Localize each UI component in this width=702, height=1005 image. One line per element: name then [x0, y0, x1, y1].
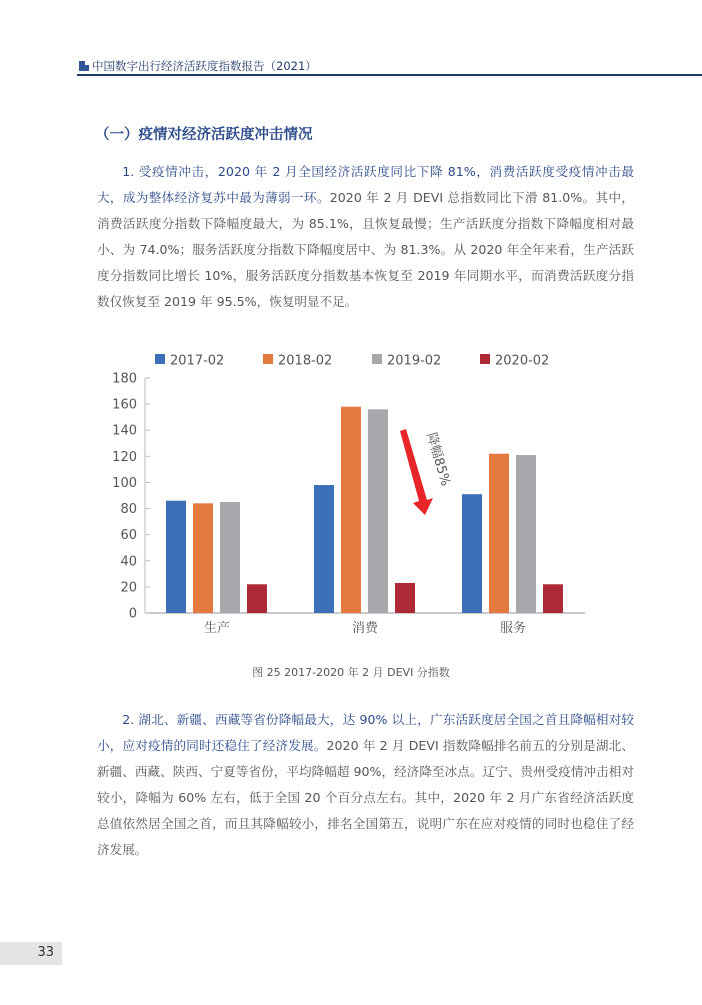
y-tick-label: 40: [120, 554, 137, 570]
legend-swatch: [480, 354, 490, 364]
y-tick-label: 80: [120, 502, 137, 518]
legend-label: 2018-02: [278, 353, 333, 369]
bar-2019-02-生产: [220, 502, 240, 613]
legend-label: 2019-02: [387, 353, 442, 369]
legend-swatch: [263, 354, 273, 364]
paragraph-2: [97, 707, 634, 863]
legend-swatch: [372, 354, 382, 364]
section-heading: （一）疫情对经济活跃度冲击情况: [95, 127, 313, 143]
bar-2017-02-消费: [314, 485, 334, 613]
x-tick-label: 生产: [203, 621, 231, 636]
legend-label: 2020-02: [495, 353, 550, 369]
y-tick-label: 100: [112, 475, 137, 491]
y-tick-label: 60: [120, 528, 137, 544]
annotation-label: 降幅85%: [423, 430, 453, 488]
figure-caption: 图 25 2017-2020 年 2 月 DEVI 分指数: [252, 666, 450, 679]
header-title: 中国数字出行经济活跃度指数报告（2021）: [92, 59, 317, 73]
page-number-box: [0, 942, 62, 965]
paragraph-1-lead: 1. 受疫情冲击，2020 年 2 月全国经济活跃度同比下降 81%，消费活跃度受疫情冲击最大，成为整体经济复苏中最为薄弱一环。: [97, 164, 634, 205]
legend-swatch: [155, 354, 165, 364]
bar-2020-02-服务: [543, 584, 563, 613]
paragraph-2-body: 2020 年 2 月 DEVI 指数降幅排名前五的分别是湖北、新疆、西藏、陕西、宁夏等省份，平均降幅超 90%，经济降至冰点。辽宁、贵州受疫情冲击相对较小，降幅为 60% 左右，低于全国 20 个百分点左右。其中，2020 年 2 月广东省经济活跃度总值依然居全国之首，而且其降幅较小，排名全国第五，说明广东在应对疫情的同时也稳住了经济发展。: [97, 738, 634, 857]
bar-2019-02-服务: [516, 455, 536, 613]
x-tick-label: 服务: [499, 621, 527, 636]
x-tick-label: 消费: [351, 621, 379, 636]
bar-2019-02-消费: [368, 409, 388, 613]
paragraph-2-lead: 2. 湖北、新疆、西藏等省份降幅最大，达 90% 以上，广东活跃度居全国之首且降幅相对较小，应对疫情的同时还稳住了经济发展。: [97, 712, 634, 753]
y-tick-label: 20: [120, 580, 137, 596]
bar-2017-02-服务: [462, 494, 482, 613]
y-tick-label: 0: [128, 606, 137, 622]
page-number: 33: [37, 945, 54, 960]
paragraph-1-body: 2020 年 2 月 DEVI 总指数同比下滑 81.0%。其中，消费活跃度分指数下降幅度最大，为 85.1%，且恢复最慢；生产活跃度分指数下降幅度相对最小、为 74.0%；服务活跃度分指数下降幅度居中、为 81.3%。从 2020 年全年来看，生产活跃度分指数同比增长 10%，服务活跃度分指数基本恢复至 2019 年同期水平，而消费活跃度分指数仅恢复至 2019 年 95.5%，恢复明显不足。: [97, 190, 634, 309]
bar-2018-02-服务: [489, 454, 509, 613]
legend-label: 2017-02: [170, 353, 225, 369]
bar-2020-02-生产: [247, 584, 267, 613]
bar-2018-02-消费: [341, 407, 361, 613]
bar-2020-02-消费: [395, 583, 415, 613]
bar-2018-02-生产: [193, 503, 213, 613]
y-tick-label: 120: [112, 449, 137, 465]
bar-2017-02-生产: [166, 501, 186, 613]
y-tick-label: 160: [112, 397, 137, 413]
y-tick-label: 140: [112, 423, 137, 439]
y-tick-label: 180: [112, 371, 137, 387]
